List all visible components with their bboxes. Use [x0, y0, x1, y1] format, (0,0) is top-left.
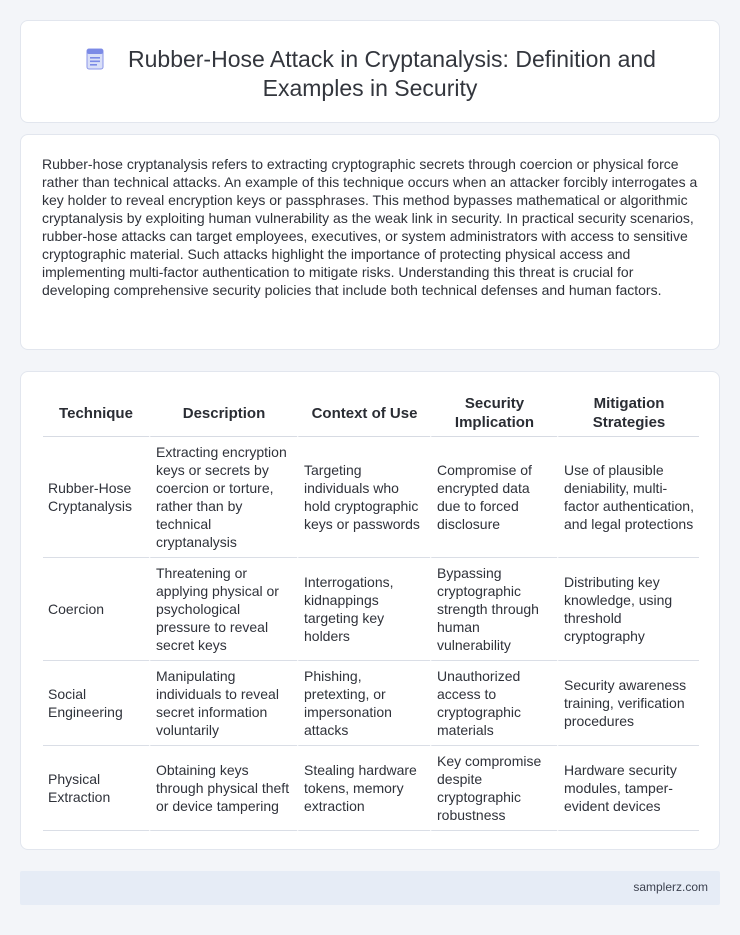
cell-context: Stealing hardware tokens, memory extraction [297, 746, 430, 831]
table-card [20, 371, 720, 850]
comparison-table [43, 390, 699, 831]
table-row [43, 437, 699, 558]
cell-context: Phishing, pretexting, or impersonation attacks [297, 661, 430, 746]
table-header-row [43, 390, 699, 437]
cell-mitigation: Security awareness training, verification procedures [557, 661, 699, 746]
cell-context: Targeting individuals who hold cryptographic keys or passwords [297, 437, 430, 558]
page-title-container [21, 45, 719, 103]
cell-implication: Key compromise despite cryptographic robustness [430, 746, 557, 831]
footer-site-label: samplerz.com [633, 880, 708, 894]
cell-mitigation: Hardware security modules, tamper-evident devices [557, 746, 699, 831]
cell-description: Manipulating individuals to reveal secret information voluntarily [149, 661, 297, 746]
header-security-implication: Security Implication [430, 390, 557, 437]
header-technique: Technique [43, 390, 149, 437]
cell-description: Extracting encryption keys or secrets by coercion or torture, rather than by technical cryptanalysis [149, 437, 297, 558]
header-context: Context of Use [297, 390, 430, 437]
cell-technique: Coercion [43, 558, 149, 661]
cell-technique: Physical Extraction [43, 746, 149, 831]
cell-mitigation: Use of plausible deniability, multi-factor authentication, and legal protections [557, 437, 699, 558]
cell-description: Obtaining keys through physical theft or device tampering [149, 746, 297, 831]
header-description: Description [149, 390, 297, 437]
table-row [43, 746, 699, 831]
title-card [20, 20, 720, 123]
cell-mitigation: Distributing key knowledge, using threshold cryptography [557, 558, 699, 661]
cell-technique: Social Engineering [43, 661, 149, 746]
table-row [43, 558, 699, 661]
cell-context: Interrogations, kidnappings targeting key holders [297, 558, 430, 661]
cell-implication: Compromise of encrypted data due to forced disclosure [430, 437, 557, 558]
page-title: Rubber-Hose Attack in Cryptanalysis: Definition and Examples in Security [128, 46, 656, 101]
header-mitigation: Mitigation Strategies [557, 390, 699, 437]
footer-bar [20, 871, 720, 905]
cell-technique: Rubber-Hose Cryptanalysis [43, 437, 149, 558]
intro-paragraph: Rubber-hose cryptanalysis refers to extracting cryptographic secrets through coercion or physical force rather than technical attacks. An example of this technique occurs when an attacker forcibly interrogates a key holder to reveal encryption keys or passphrases. This method bypasses mathematical or algorithmic cryptanalysis by exploiting human vulnerability as the weak link in security. In practical security scenarios, rubber-hose attacks can target employees, executives, or system administrators with access to sensitive cryptographic material. Such attacks highlight the importance of protecting physical access and implementing multi-factor authentication to mitigate risks. Understanding this threat is crucial for developing comprehensive security policies that include both technical defenses and human factors. [42, 156, 698, 298]
cell-implication: Bypassing cryptographic strength through human vulnerability [430, 558, 557, 661]
document-icon [84, 48, 106, 70]
table-row [43, 661, 699, 746]
intro-card [20, 134, 720, 350]
cell-implication: Unauthorized access to cryptographic materials [430, 661, 557, 746]
cell-description: Threatening or applying physical or psychological pressure to reveal secret keys [149, 558, 297, 661]
